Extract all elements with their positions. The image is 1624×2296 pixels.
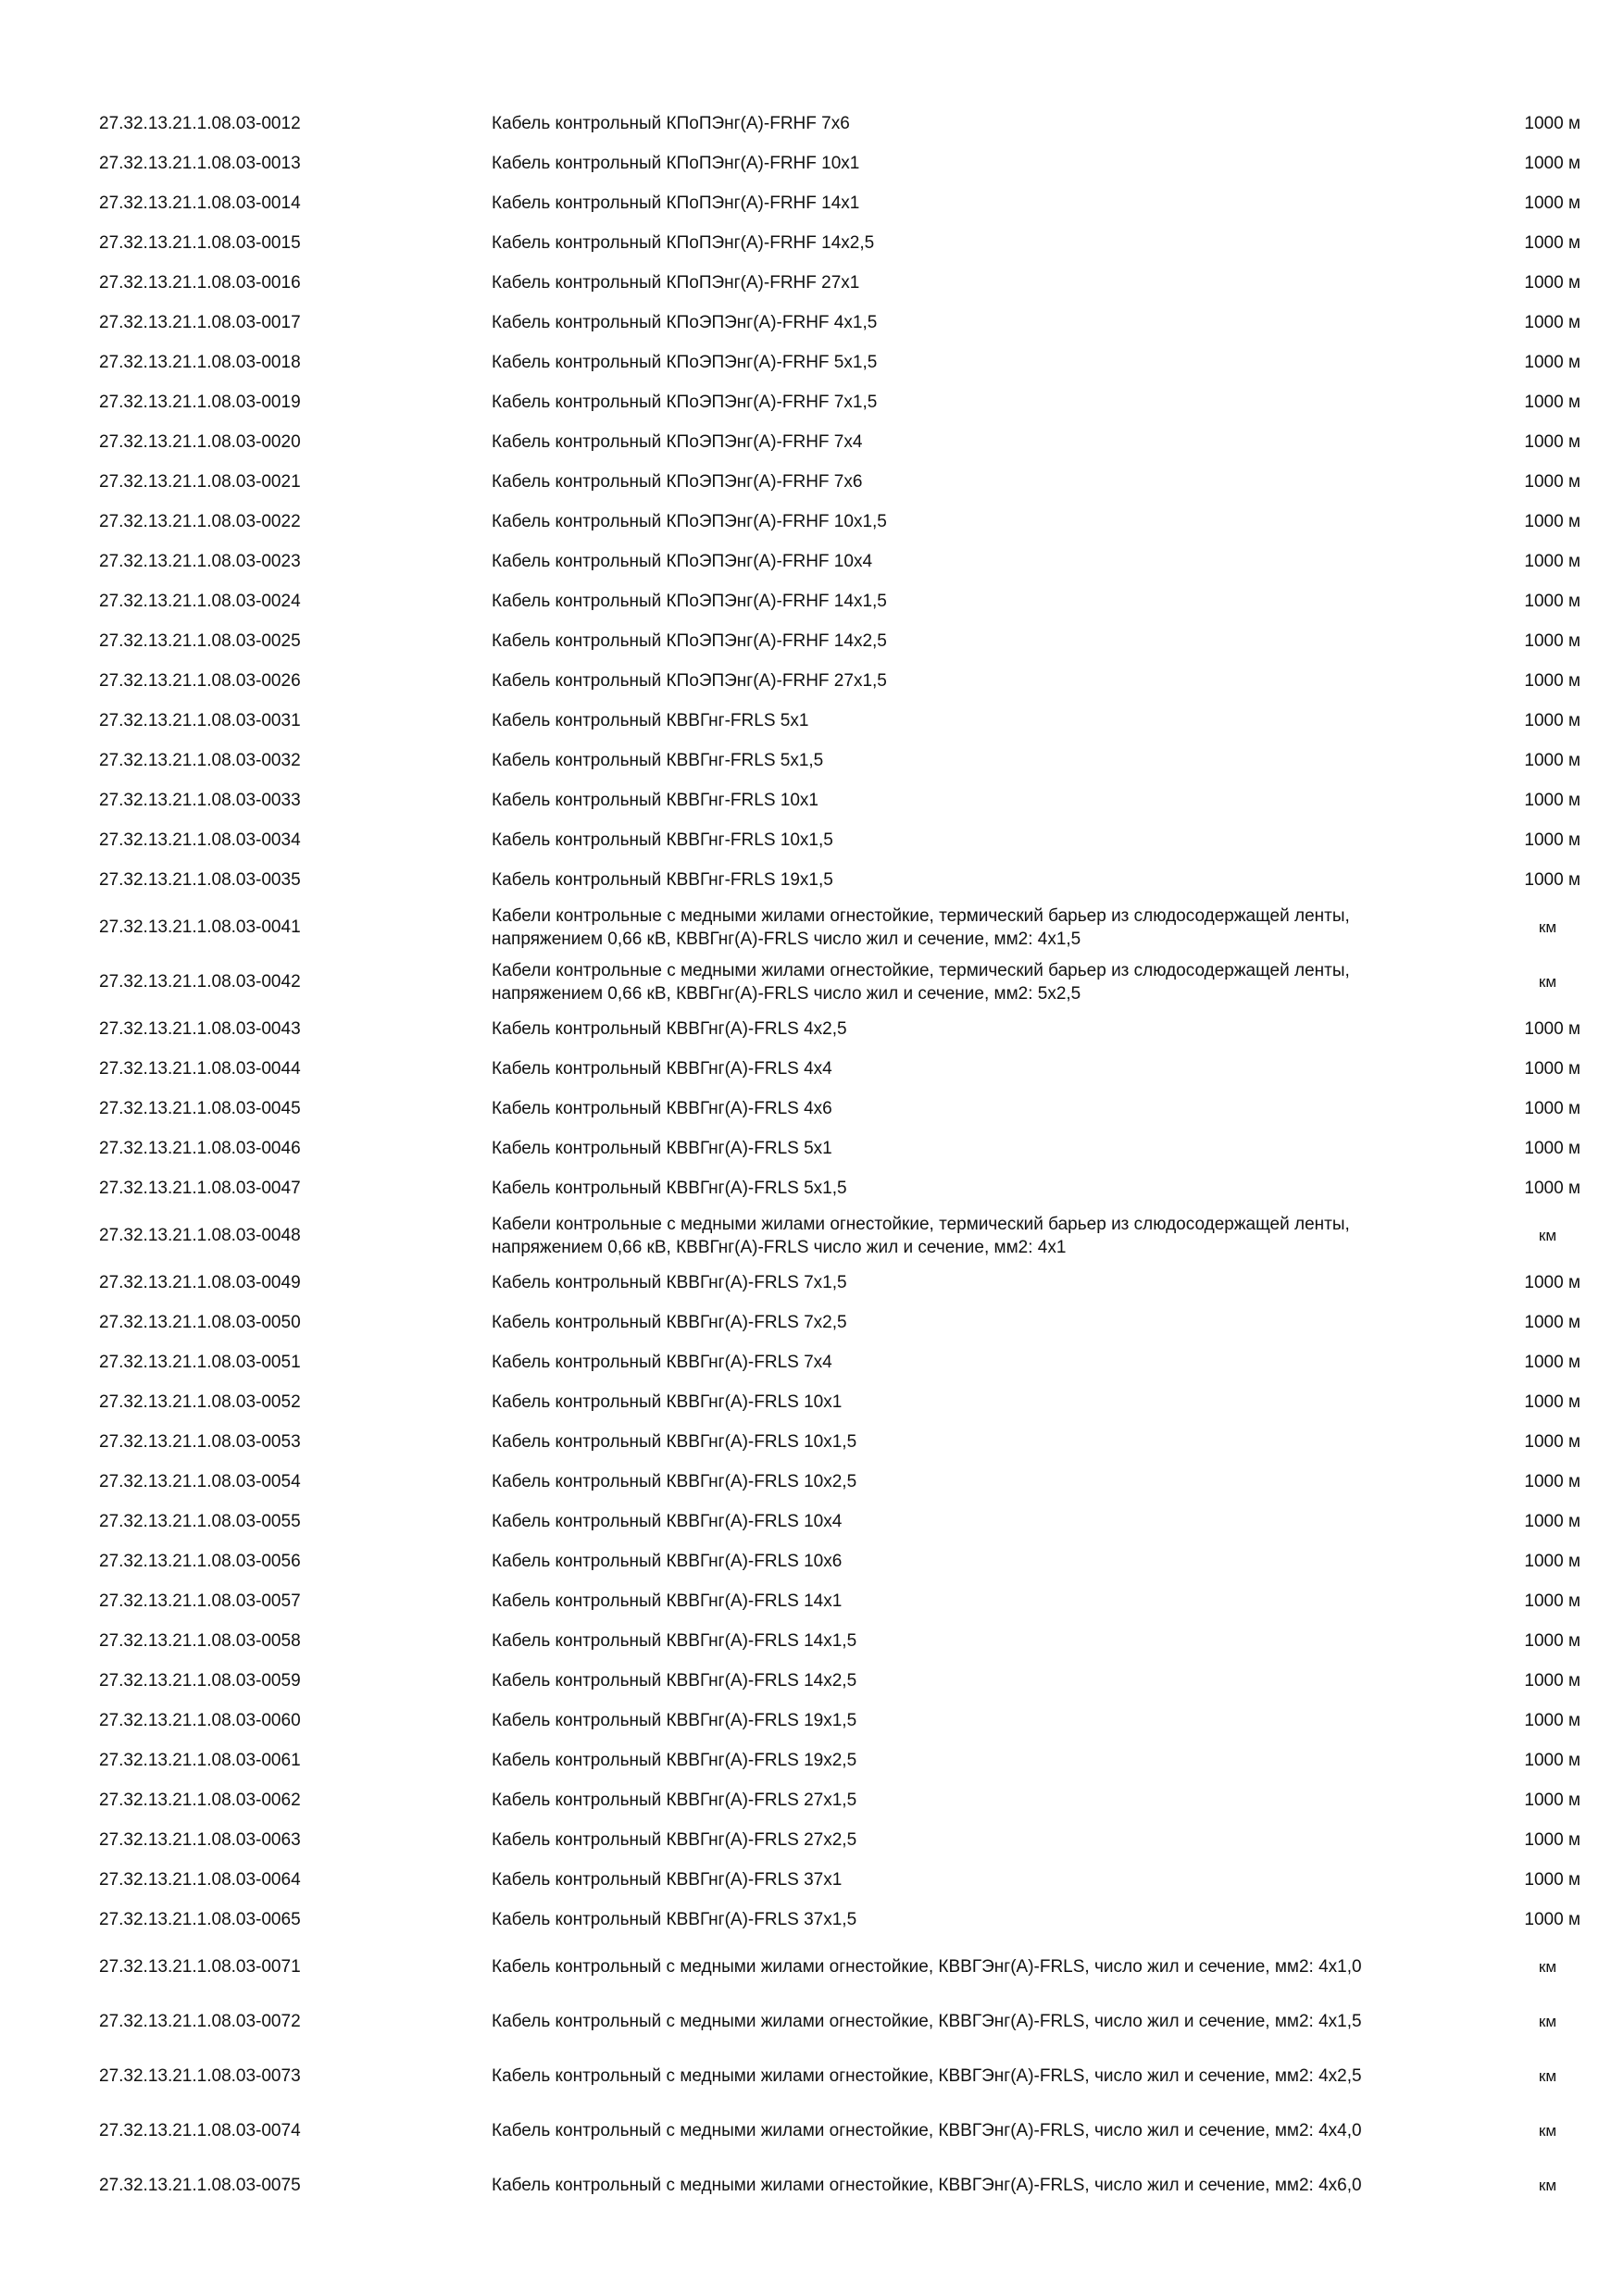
resource-name: Кабель контрольный КПоЭПЭнг(А)-FRHF 10х1,5 — [492, 512, 887, 531]
resource-code: 27.32.13.21.1.08.03-0013 — [99, 153, 301, 173]
resource-name: Кабель контрольный КВВГнг(А)-FRLS 27х2,5 — [492, 1830, 857, 1850]
resource-code: 27.32.13.21.1.08.03-0041 — [99, 917, 301, 937]
resource-unit: 1000 м — [1524, 431, 1580, 452]
table-row — [99, 144, 1580, 183]
resource-unit: 1000 м — [1524, 869, 1580, 890]
resource-code: 27.32.13.21.1.08.03-0060 — [99, 1710, 301, 1730]
resource-code: 27.32.13.21.1.08.03-0057 — [99, 1591, 301, 1611]
table-row — [99, 2103, 1580, 2158]
resource-unit: 1000 м — [1524, 232, 1580, 253]
resource-code: 27.32.13.21.1.08.03-0042 — [99, 971, 301, 992]
resource-unit: км — [1538, 917, 1556, 936]
resource-name: Кабель контрольный КПоЭПЭнг(А)-FRHF 10х4 — [492, 552, 873, 571]
resource-unit: 1000 м — [1524, 1272, 1580, 1292]
table-row — [99, 502, 1580, 542]
resource-code: 27.32.13.21.1.08.03-0049 — [99, 1272, 301, 1292]
resource-name: Кабели контрольные с медными жилами огнестойкие, термический барьер из слюдосодержащей ленты, напряжением 0,66 кВ, КВВГнг(А)-FRLS число жил и сечение, мм2: 4х1,5 — [492, 905, 1350, 949]
resource-name: Кабель контрольный с медными жилами огнестойкие, КВВГЭнг(А)-FRLS, число жил и сечение, мм2: 4х1,0 — [492, 1957, 1362, 1977]
resource-code: 27.32.13.21.1.08.03-0052 — [99, 1391, 301, 1412]
resource-unit: 1000 м — [1524, 630, 1580, 651]
table-row — [99, 1860, 1580, 1900]
resource-name: Кабель контрольный КПоЭПЭнг(А)-FRHF 7х6 — [492, 472, 863, 492]
resource-code: 27.32.13.21.1.08.03-0051 — [99, 1352, 301, 1372]
resource-code: 27.32.13.21.1.08.03-0047 — [99, 1178, 301, 1198]
resource-name: Кабель контрольный КПоПЭнг(А)-FRHF 14х2,5 — [492, 233, 875, 253]
resource-unit: км — [1538, 1957, 1556, 1976]
resource-unit: 1000 м — [1524, 312, 1580, 332]
resource-unit: км — [1538, 2176, 1556, 2194]
table-row — [99, 1741, 1580, 1780]
resource-name: Кабель контрольный КВВГнг(А)-FRLS 37х1 — [492, 1870, 843, 1890]
resource-code: 27.32.13.21.1.08.03-0033 — [99, 790, 301, 810]
resource-name: Кабель контрольный КВВГнг(А)-FRLS 4х6 — [492, 1099, 832, 1118]
resource-code: 27.32.13.21.1.08.03-0023 — [99, 551, 301, 571]
resource-code: 27.32.13.21.1.08.03-0062 — [99, 1790, 301, 1810]
table-row — [99, 1541, 1580, 1581]
table-row — [99, 1462, 1580, 1502]
table-row — [99, 661, 1580, 701]
resource-unit: 1000 м — [1524, 153, 1580, 173]
table-row — [99, 1940, 1580, 1994]
resource-unit: км — [1538, 2066, 1556, 2085]
table-row — [99, 1089, 1580, 1129]
table-row — [99, 303, 1580, 343]
table-row — [99, 955, 1580, 1009]
resource-code: 27.32.13.21.1.08.03-0071 — [99, 1956, 301, 1977]
resource-code: 27.32.13.21.1.08.03-0024 — [99, 591, 301, 611]
table-row — [99, 701, 1580, 741]
resource-name: Кабель контрольный КВВГнг(А)-FRLS 14х1,5 — [492, 1631, 857, 1651]
resource-unit: 1000 м — [1524, 1511, 1580, 1531]
table-row — [99, 2049, 1580, 2103]
table-row — [99, 1701, 1580, 1741]
resource-name: Кабель контрольный КПоПЭнг(А)-FRHF 27х1 — [492, 273, 860, 293]
table-row — [99, 1129, 1580, 1168]
resource-name: Кабель контрольный с медными жилами огнестойкие, КВВГЭнг(А)-FRLS, число жил и сечение, мм2: 4х6,0 — [492, 2176, 1362, 2195]
resource-unit: км — [1538, 2012, 1556, 2030]
resource-name: Кабель контрольный КВВГнг(А)-FRLS 5х1 — [492, 1139, 832, 1158]
table-row — [99, 1422, 1580, 1462]
resource-name: Кабель контрольный КВВГнг(А)-FRLS 27х1,5 — [492, 1791, 857, 1810]
resource-name: Кабель контрольный КПоПЭнг(А)-FRHF 14х1 — [492, 193, 860, 213]
resource-unit: 1000 м — [1524, 193, 1580, 213]
resource-code: 27.32.13.21.1.08.03-0032 — [99, 750, 301, 770]
resource-unit: 1000 м — [1524, 1018, 1580, 1039]
resource-name: Кабель контрольный КПоЭПЭнг(А)-FRHF 27х1,5 — [492, 671, 887, 691]
table-row — [99, 542, 1580, 581]
resource-code: 27.32.13.21.1.08.03-0031 — [99, 710, 301, 730]
resource-unit: 1000 м — [1524, 471, 1580, 492]
table-row — [99, 1303, 1580, 1342]
resource-name: Кабель контрольный КВВГнг(А)-FRLS 10х4 — [492, 1512, 843, 1531]
table-row — [99, 1049, 1580, 1089]
resource-unit: 1000 м — [1524, 1790, 1580, 1810]
resource-name: Кабель контрольный КВВГнг(А)-FRLS 5х1,5 — [492, 1179, 847, 1198]
resource-unit: 1000 м — [1524, 710, 1580, 730]
table-row — [99, 183, 1580, 223]
resource-code: 27.32.13.21.1.08.03-0018 — [99, 352, 301, 372]
resource-unit: км — [1538, 972, 1556, 991]
table-row — [99, 1581, 1580, 1621]
resource-name: Кабель контрольный КВВГнг(А)-FRLS 7х2,5 — [492, 1313, 847, 1332]
resource-unit: 1000 м — [1524, 113, 1580, 133]
table-row — [99, 1208, 1580, 1263]
table-row — [99, 382, 1580, 422]
resource-name: Кабель контрольный КВВГнг(А)-FRLS 7х1,5 — [492, 1273, 847, 1292]
resource-name: Кабель контрольный с медными жилами огнестойкие, КВВГЭнг(А)-FRLS, число жил и сечение, мм2: 4х2,5 — [492, 2066, 1362, 2086]
resource-unit: 1000 м — [1524, 1431, 1580, 1452]
table-row — [99, 223, 1580, 263]
resource-code: 27.32.13.21.1.08.03-0072 — [99, 2011, 301, 2031]
resource-code: 27.32.13.21.1.08.03-0020 — [99, 431, 301, 452]
resource-code: 27.32.13.21.1.08.03-0045 — [99, 1098, 301, 1118]
table-row — [99, 343, 1580, 382]
table-row — [99, 1502, 1580, 1541]
resource-name: Кабель контрольный КПоЭПЭнг(А)-FRHF 14х1,5 — [492, 592, 887, 611]
resource-unit: 1000 м — [1524, 1630, 1580, 1651]
resource-code: 27.32.13.21.1.08.03-0035 — [99, 869, 301, 890]
resource-unit: 1000 м — [1524, 1591, 1580, 1611]
resource-code: 27.32.13.21.1.08.03-0061 — [99, 1750, 301, 1770]
resource-unit: 1000 м — [1524, 352, 1580, 372]
resource-unit: 1000 м — [1524, 670, 1580, 691]
resource-unit: 1000 м — [1524, 1391, 1580, 1412]
resource-code: 27.32.13.21.1.08.03-0065 — [99, 1909, 301, 1929]
resource-code: 27.32.13.21.1.08.03-0043 — [99, 1018, 301, 1039]
resource-name: Кабель контрольный с медными жилами огнестойкие, КВВГЭнг(А)-FRLS, число жил и сечение, мм2: 4х1,5 — [492, 2012, 1362, 2031]
resource-unit: 1000 м — [1524, 392, 1580, 412]
resource-code: 27.32.13.21.1.08.03-0055 — [99, 1511, 301, 1531]
table-row — [99, 860, 1580, 900]
resource-name: Кабель контрольный КВВГнг-FRLS 10х1,5 — [492, 830, 833, 850]
table-row — [99, 1382, 1580, 1422]
resource-name: Кабель контрольный КПоЭПЭнг(А)-FRHF 14х2,5 — [492, 631, 887, 651]
resource-unit: 1000 м — [1524, 551, 1580, 571]
resource-name: Кабель контрольный КВВГнг(А)-FRLS 37х1,5 — [492, 1910, 857, 1929]
table-row — [99, 621, 1580, 661]
resource-unit: 1000 м — [1524, 790, 1580, 810]
resource-unit: 1000 м — [1524, 1670, 1580, 1691]
resource-code: 27.32.13.21.1.08.03-0075 — [99, 2175, 301, 2195]
resource-code: 27.32.13.21.1.08.03-0074 — [99, 2120, 301, 2140]
table-row — [99, 462, 1580, 502]
resource-table — [99, 104, 1580, 2213]
resource-unit: 1000 м — [1524, 1829, 1580, 1850]
resource-name: Кабель контрольный КВВГнг(А)-FRLS 4х2,5 — [492, 1019, 847, 1039]
table-row — [99, 1621, 1580, 1661]
resource-code: 27.32.13.21.1.08.03-0017 — [99, 312, 301, 332]
resource-code: 27.32.13.21.1.08.03-0021 — [99, 471, 301, 492]
resource-unit: 1000 м — [1524, 1869, 1580, 1890]
resource-unit: 1000 м — [1524, 1352, 1580, 1372]
resource-code: 27.32.13.21.1.08.03-0026 — [99, 670, 301, 691]
table-row — [99, 581, 1580, 621]
resource-code: 27.32.13.21.1.08.03-0073 — [99, 2065, 301, 2086]
resource-name: Кабель контрольный КПоПЭнг(А)-FRHF 7х6 — [492, 114, 850, 133]
resource-unit: 1000 м — [1524, 1471, 1580, 1491]
resource-unit: 1000 м — [1524, 1750, 1580, 1770]
resource-code: 27.32.13.21.1.08.03-0019 — [99, 392, 301, 412]
resource-unit: 1000 м — [1524, 1710, 1580, 1730]
resource-code: 27.32.13.21.1.08.03-0046 — [99, 1138, 301, 1158]
resource-name: Кабель контрольный КПоЭПЭнг(А)-FRHF 7х1,5 — [492, 393, 878, 412]
table-row — [99, 1661, 1580, 1701]
table-row — [99, 422, 1580, 462]
resource-code: 27.32.13.21.1.08.03-0058 — [99, 1630, 301, 1651]
resource-code: 27.32.13.21.1.08.03-0056 — [99, 1551, 301, 1571]
table-row — [99, 1342, 1580, 1382]
resource-code: 27.32.13.21.1.08.03-0053 — [99, 1431, 301, 1452]
resource-name: Кабель контрольный КВВГнг-FRLS 5х1 — [492, 711, 809, 730]
resource-name: Кабель контрольный КВВГнг(А)-FRLS 10х6 — [492, 1552, 843, 1571]
resource-name: Кабель контрольный КВВГнг(А)-FRLS 14х1 — [492, 1591, 843, 1611]
resource-name: Кабель контрольный с медными жилами огнестойкие, КВВГЭнг(А)-FRLS, число жил и сечение, мм2: 4х4,0 — [492, 2121, 1362, 2140]
resource-unit: 1000 м — [1524, 1909, 1580, 1929]
resource-name: Кабель контрольный КВВГнг(А)-FRLS 19х2,5 — [492, 1751, 857, 1770]
resource-name: Кабель контрольный КВВГнг(А)-FRLS 10х2,5 — [492, 1472, 857, 1491]
resource-name: Кабель контрольный КВВГнг-FRLS 19х1,5 — [492, 870, 833, 890]
resource-code: 27.32.13.21.1.08.03-0044 — [99, 1058, 301, 1079]
table-row — [99, 1168, 1580, 1208]
resource-unit: 1000 м — [1524, 1312, 1580, 1332]
resource-code: 27.32.13.21.1.08.03-0015 — [99, 232, 301, 253]
resource-code: 27.32.13.21.1.08.03-0025 — [99, 630, 301, 651]
resource-unit: 1000 м — [1524, 272, 1580, 293]
resource-name: Кабели контрольные с медными жилами огнестойкие, термический барьер из слюдосодержащей ленты, напряжением 0,66 кВ, КВВГнг(А)-FRLS число жил и сечение, мм2: 4х1 — [492, 1214, 1350, 1257]
resource-unit: 1000 м — [1524, 1058, 1580, 1079]
resource-unit: км — [1538, 2121, 1556, 2140]
resource-name: Кабель контрольный КВВГнг(А)-FRLS 10х1,5 — [492, 1432, 857, 1452]
resource-code: 27.32.13.21.1.08.03-0034 — [99, 830, 301, 850]
resource-name: Кабель контрольный КВВГнг-FRLS 5х1,5 — [492, 751, 824, 770]
resource-name: Кабель контрольный КВВГнг(А)-FRLS 14х2,5 — [492, 1671, 857, 1691]
resource-name: Кабели контрольные с медными жилами огнестойкие, термический барьер из слюдосодержащей ленты, напряжением 0,66 кВ, КВВГнг(А)-FRLS число жил и сечение, мм2: 5х2,5 — [492, 960, 1350, 1004]
resource-unit: 1000 м — [1524, 1551, 1580, 1571]
table-row — [99, 104, 1580, 144]
resource-code: 27.32.13.21.1.08.03-0050 — [99, 1312, 301, 1332]
resource-name: Кабель контрольный КВВГнг-FRLS 10х1 — [492, 791, 818, 810]
resource-code: 27.32.13.21.1.08.03-0063 — [99, 1829, 301, 1850]
resource-name: Кабель контрольный КПоЭПЭнг(А)-FRHF 5х1,5 — [492, 353, 878, 372]
resource-name: Кабель контрольный КПоПЭнг(А)-FRHF 10х1 — [492, 154, 860, 173]
resource-unit: 1000 м — [1524, 1178, 1580, 1198]
resource-code: 27.32.13.21.1.08.03-0064 — [99, 1869, 301, 1890]
resource-unit: 1000 м — [1524, 750, 1580, 770]
table-row — [99, 900, 1580, 955]
table-row — [99, 1820, 1580, 1860]
table-row — [99, 1009, 1580, 1049]
table-row — [99, 741, 1580, 780]
resource-name: Кабель контрольный КПоЭПЭнг(А)-FRHF 7х4 — [492, 432, 863, 452]
resource-unit: 1000 м — [1524, 830, 1580, 850]
table-row — [99, 1994, 1580, 2049]
resource-unit: 1000 м — [1524, 511, 1580, 531]
resource-code: 27.32.13.21.1.08.03-0022 — [99, 511, 301, 531]
resource-name: Кабель контрольный КПоЭПЭнг(А)-FRHF 4х1,5 — [492, 313, 878, 332]
resource-code: 27.32.13.21.1.08.03-0016 — [99, 272, 301, 293]
resource-code: 27.32.13.21.1.08.03-0054 — [99, 1471, 301, 1491]
resource-name: Кабель контрольный КВВГнг(А)-FRLS 19х1,5 — [492, 1711, 857, 1730]
resource-unit: 1000 м — [1524, 1138, 1580, 1158]
table-row — [99, 820, 1580, 860]
resource-unit: 1000 м — [1524, 1098, 1580, 1118]
resource-code: 27.32.13.21.1.08.03-0059 — [99, 1670, 301, 1691]
table-row — [99, 1900, 1580, 1940]
resource-code: 27.32.13.21.1.08.03-0012 — [99, 113, 301, 133]
table-row — [99, 1263, 1580, 1303]
resource-code: 27.32.13.21.1.08.03-0048 — [99, 1225, 301, 1245]
table-row — [99, 1780, 1580, 1820]
resource-unit: 1000 м — [1524, 591, 1580, 611]
resource-name: Кабель контрольный КВВГнг(А)-FRLS 10х1 — [492, 1392, 843, 1412]
resource-name: Кабель контрольный КВВГнг(А)-FRLS 4х4 — [492, 1059, 832, 1079]
resource-name: Кабель контрольный КВВГнг(А)-FRLS 7х4 — [492, 1353, 832, 1372]
table-row — [99, 780, 1580, 820]
resource-code: 27.32.13.21.1.08.03-0014 — [99, 193, 301, 213]
table-row — [99, 2158, 1580, 2213]
table-row — [99, 263, 1580, 303]
resource-unit: км — [1538, 1226, 1556, 1244]
